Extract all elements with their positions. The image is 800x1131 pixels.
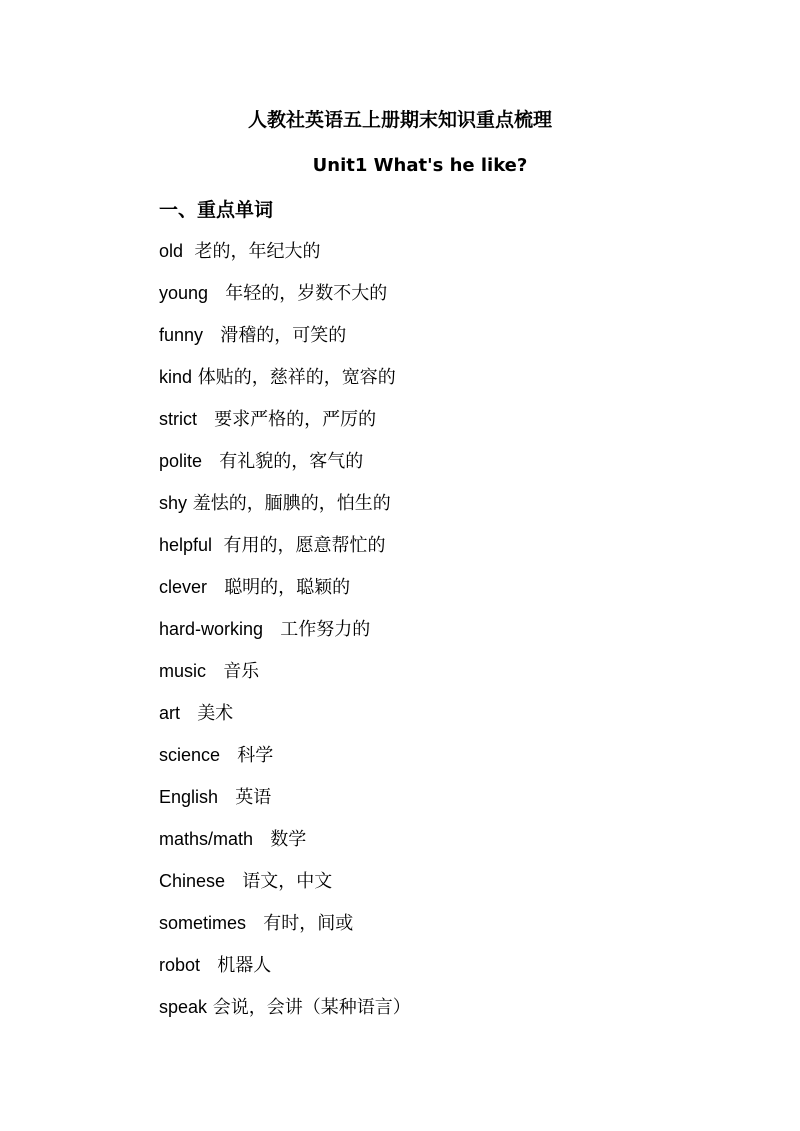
vocab-word: robot [159, 955, 201, 975]
vocab-word: Chinese [159, 871, 226, 891]
vocab-word: maths/math [159, 829, 254, 849]
vocab-item [159, 826, 411, 868]
vocab-meaning: 老的，年纪大的 [194, 241, 321, 262]
vocab-meaning: 数学 [270, 829, 307, 850]
vocab-word: English [159, 787, 219, 807]
vocab-item [159, 784, 411, 826]
vocab-meaning: 有时，间或 [263, 913, 354, 934]
vocab-item [159, 490, 411, 532]
vocab-meaning: 有礼貌的，客气的 [219, 451, 364, 472]
vocab-item [159, 322, 411, 364]
vocab-item [159, 238, 411, 280]
section-heading-key-words: 一、重点单词 [159, 199, 274, 221]
vocab-meaning: 滑稽的，可笑的 [220, 325, 347, 346]
vocab-word: strict [159, 409, 197, 429]
vocab-meaning: 音乐 [223, 661, 260, 682]
vocab-item [159, 280, 411, 322]
vocab-meaning: 美术 [197, 703, 234, 724]
document-title: 人教社英语五上册期末知识重点梳理 [247, 109, 552, 131]
vocab-meaning: 会说，会讲（某种语言） [212, 997, 411, 1018]
vocab-meaning: 英语 [235, 787, 272, 808]
vocab-item [159, 742, 411, 784]
vocabulary-list [159, 238, 411, 1036]
vocab-meaning: 羞怯的，腼腆的，怕生的 [192, 493, 391, 514]
vocab-meaning: 科学 [237, 745, 274, 766]
vocab-item [159, 700, 411, 742]
vocab-word: polite [159, 451, 203, 471]
vocab-item [159, 364, 411, 406]
vocab-meaning: 体贴的，慈祥的，宽容的 [197, 367, 396, 388]
vocab-word: clever [159, 577, 208, 597]
vocab-item [159, 994, 411, 1036]
vocab-item [159, 532, 411, 574]
vocab-word: sometimes [159, 913, 247, 933]
vocab-item [159, 952, 411, 994]
vocab-word: music [159, 661, 207, 681]
vocab-word: funny [159, 325, 204, 345]
vocab-meaning: 机器人 [217, 955, 272, 976]
unit-title: Unit1 What's he like? [312, 155, 528, 176]
vocab-word: art [159, 703, 181, 723]
vocab-item [159, 616, 411, 658]
vocab-meaning: 工作努力的 [280, 619, 371, 640]
vocab-word: shy [159, 493, 188, 513]
vocab-item [159, 574, 411, 616]
vocab-word: helpful [159, 535, 213, 555]
vocab-word: kind [159, 367, 193, 387]
vocab-meaning: 要求严格的，严厉的 [214, 409, 377, 430]
vocab-item [159, 406, 411, 448]
vocab-meaning: 语文，中文 [242, 871, 333, 892]
vocab-item [159, 910, 411, 952]
vocab-meaning: 年轻的，岁数不大的 [225, 283, 388, 304]
vocab-meaning: 有用的，愿意帮忙的 [223, 535, 386, 556]
vocab-item [159, 868, 411, 910]
vocab-word: young [159, 283, 209, 303]
vocab-word: science [159, 745, 221, 765]
vocab-word: old [159, 241, 184, 261]
vocab-meaning: 聪明的，聪颖的 [224, 577, 351, 598]
vocab-word: hard-working [159, 619, 264, 639]
vocab-word: speak [159, 997, 208, 1017]
vocab-item [159, 658, 411, 700]
vocab-item [159, 448, 411, 490]
